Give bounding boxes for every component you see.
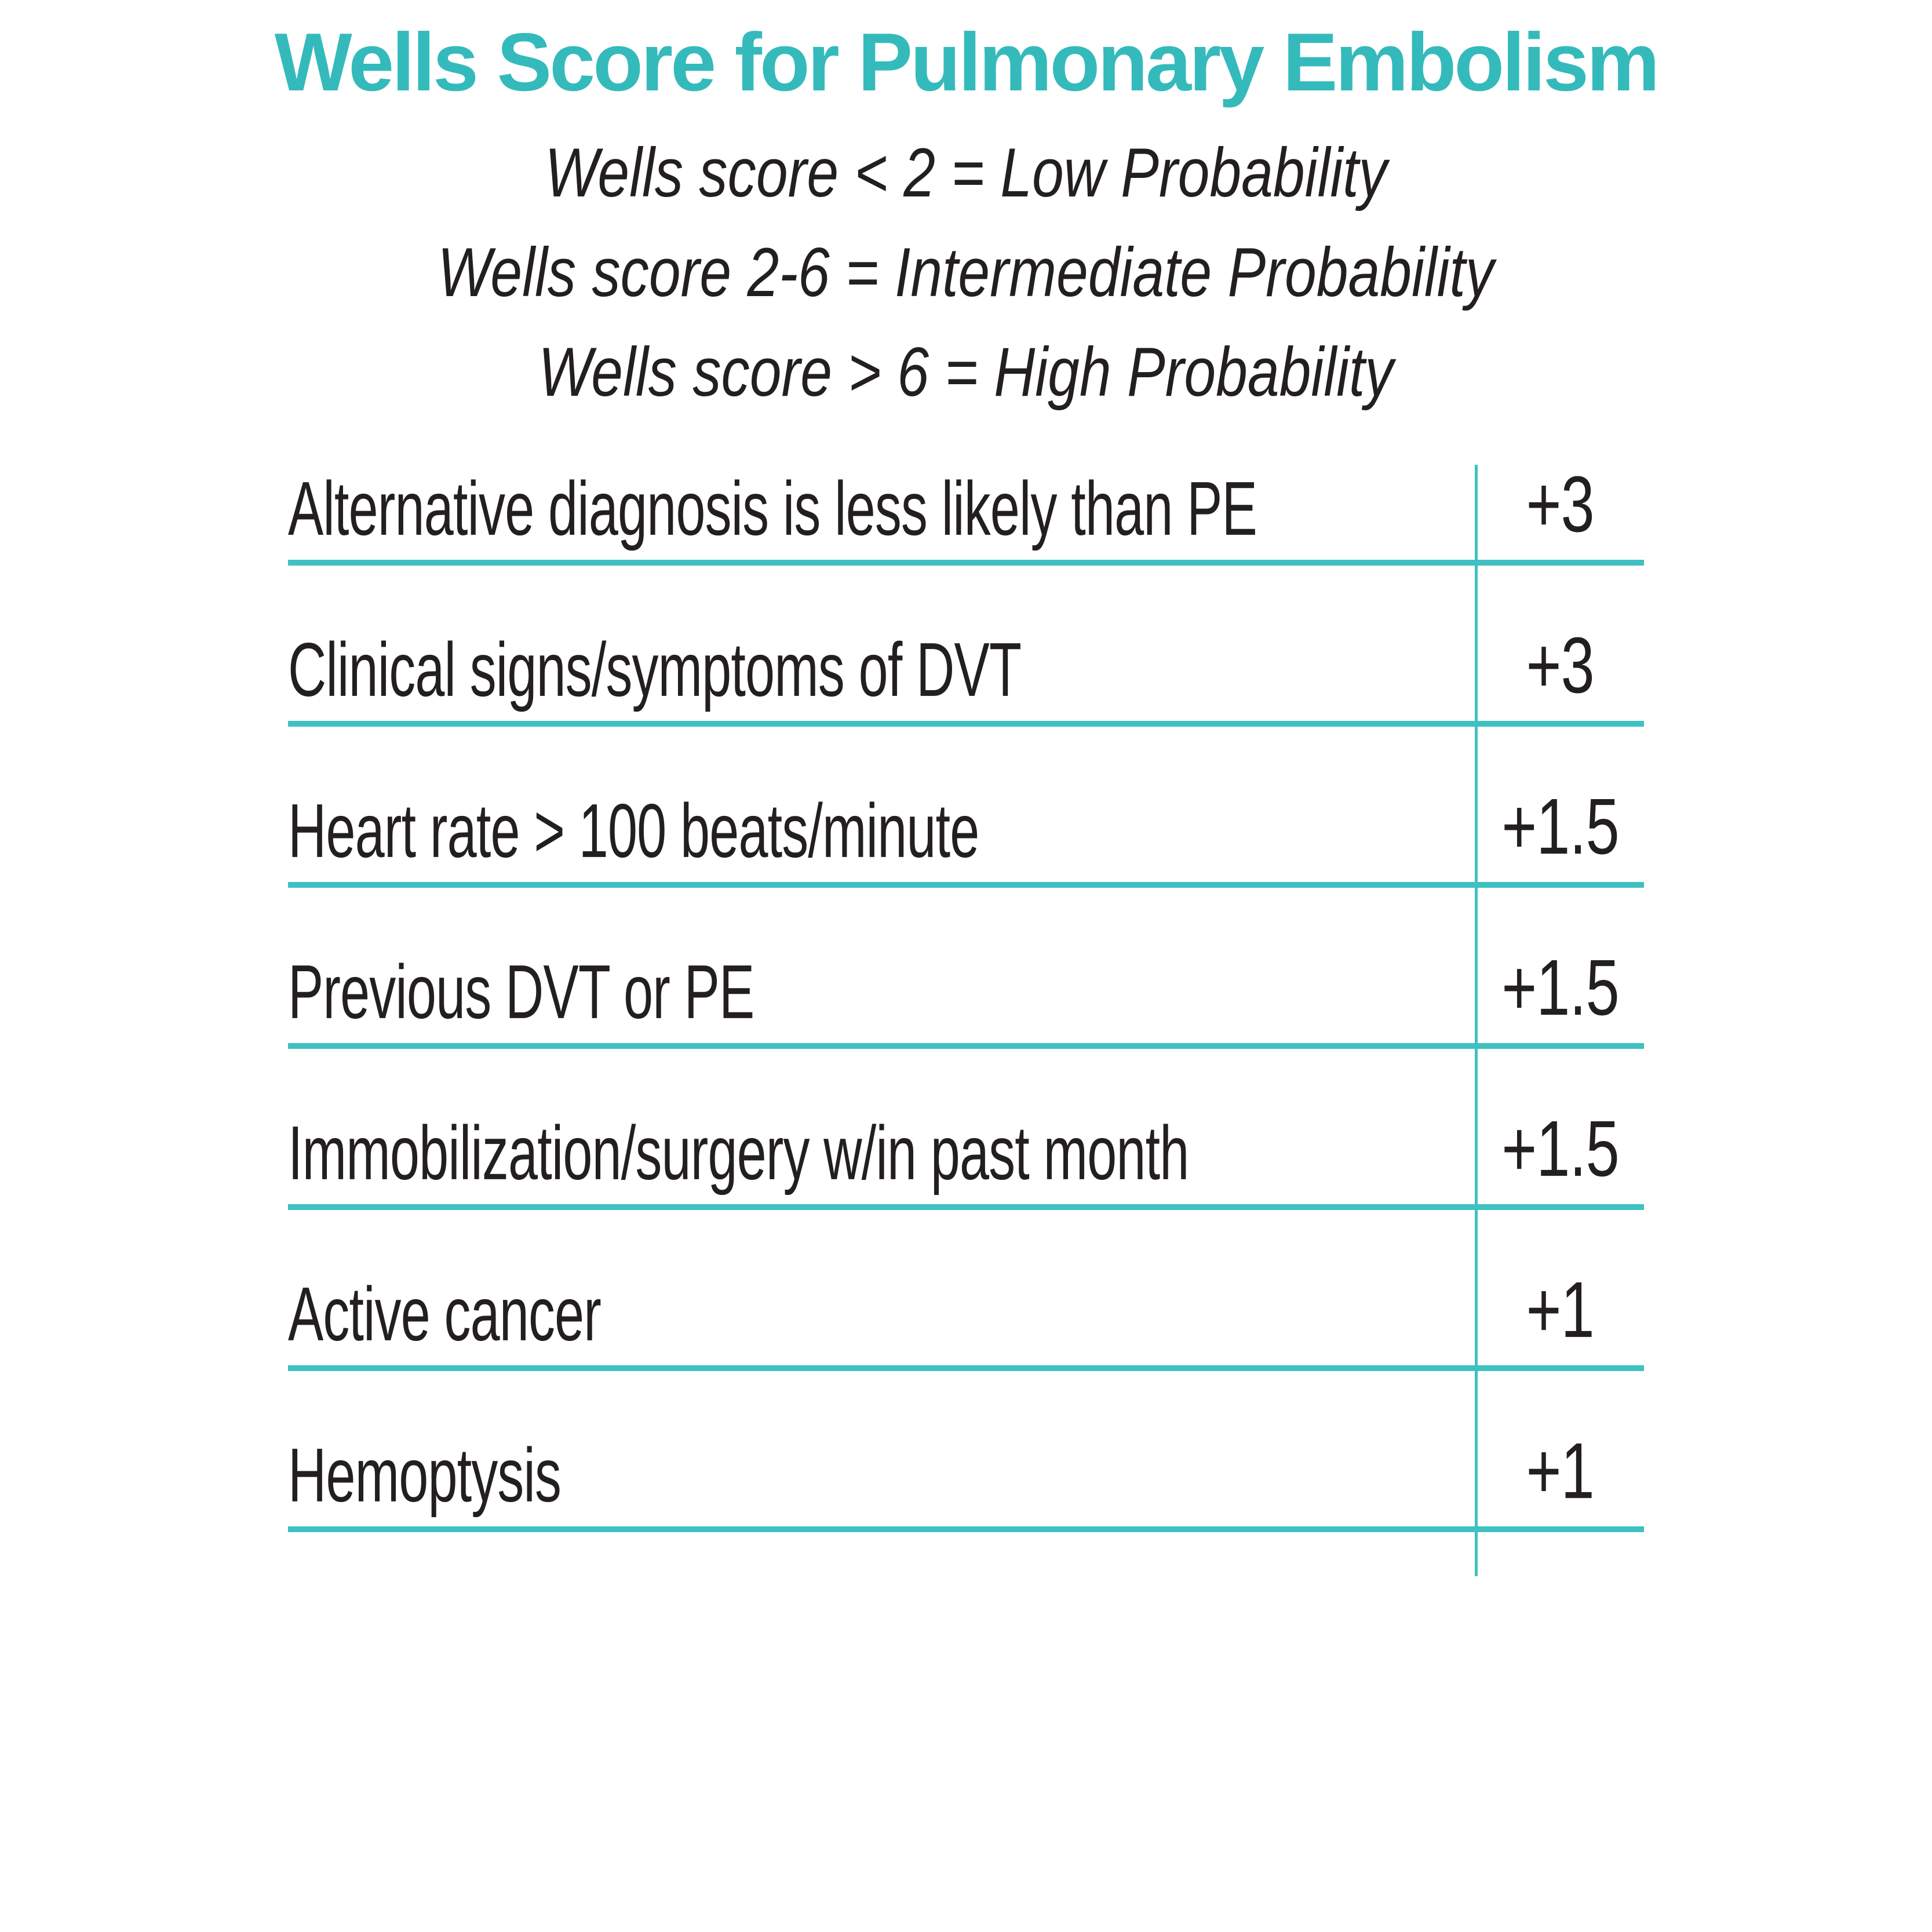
- points-value: +1: [1526, 1265, 1594, 1354]
- table-row: [288, 1210, 1644, 1371]
- criterion-cell: [288, 1110, 1476, 1204]
- legend-line-intermediate: [0, 228, 1932, 328]
- criterion-cell: [288, 1432, 1476, 1526]
- criterion-label: Alternative diagnosis is less likely than PE: [288, 465, 1257, 551]
- score-table: [288, 404, 1644, 1532]
- table-row: [288, 1049, 1644, 1210]
- legend-line-high-text: Wells score > 6 = High Probability: [538, 333, 1394, 411]
- points-cell: [1476, 1104, 1644, 1204]
- points-value: +3: [1526, 621, 1594, 710]
- points-cell: [1476, 1265, 1644, 1365]
- criterion-label: Previous DVT or PE: [288, 949, 754, 1034]
- points-value: +1.5: [1501, 943, 1619, 1032]
- criterion-label: Heart rate > 100 beats/minute: [288, 788, 979, 873]
- criterion-cell: [288, 465, 1476, 560]
- legend-line-intermediate-text: Wells score 2-6 = Intermediate Probability: [438, 233, 1494, 311]
- points-cell: [1476, 621, 1644, 721]
- points-value: +3: [1526, 460, 1594, 549]
- points-cell: [1476, 782, 1644, 882]
- points-value: +1.5: [1501, 1104, 1619, 1193]
- points-value: +1: [1526, 1426, 1594, 1515]
- points-cell: [1476, 943, 1644, 1043]
- table-row: [288, 727, 1644, 888]
- table-row: [288, 404, 1644, 566]
- criterion-cell: [288, 788, 1476, 882]
- criterion-label: Immobilization/surgery w/in past month: [288, 1110, 1189, 1195]
- criterion-label: Active cancer: [288, 1271, 601, 1357]
- table-row: [288, 1371, 1644, 1532]
- page-title: Wells Score for Pulmonary Embolism: [274, 16, 1658, 108]
- criterion-cell: [288, 949, 1476, 1043]
- criterion-label: Hemoptysis: [288, 1432, 562, 1518]
- criterion-cell: [288, 1271, 1476, 1365]
- criterion-label: Clinical signs/symptoms of DVT: [288, 626, 1022, 712]
- legend-line-low: [0, 129, 1932, 228]
- table-row: [288, 888, 1644, 1049]
- legend-line-low-text: Wells score < 2 = Low Probability: [545, 133, 1387, 212]
- points-value: +1.5: [1501, 782, 1619, 871]
- table-row: [288, 566, 1644, 727]
- criterion-cell: [288, 626, 1476, 721]
- probability-legend: [0, 129, 1932, 428]
- points-cell: [1476, 1426, 1644, 1526]
- points-cell: [1476, 460, 1644, 560]
- column-divider-line: [1475, 465, 1478, 1576]
